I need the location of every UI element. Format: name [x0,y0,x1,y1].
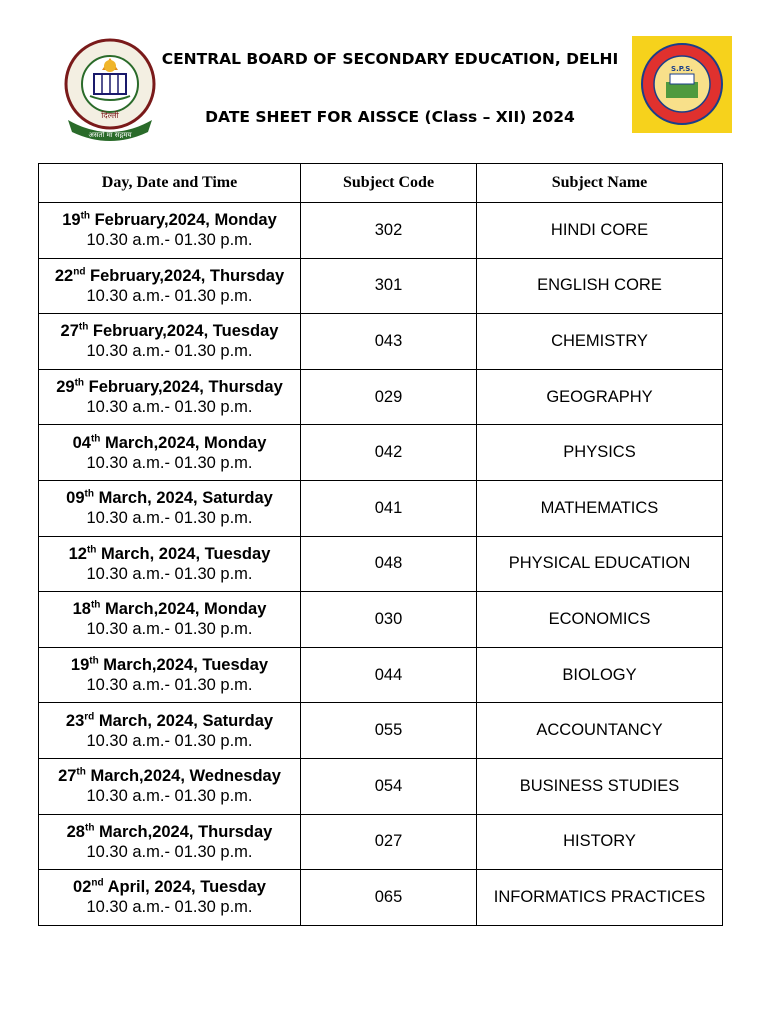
school-crest-icon [632,36,732,133]
table-row [39,647,723,703]
table-header-row [39,164,723,203]
exam-time: 10.30 a.m.- 01.30 p.m. [86,676,253,695]
day-date-time-cell [39,647,301,703]
subject-code-cell: 044 [301,647,477,703]
day-date-time-cell [39,369,301,425]
subject-name-cell: PHYSICS [477,425,723,481]
exam-date: 12th March, 2024, Tuesday [68,544,271,563]
subject-code-cell: 043 [301,314,477,370]
exam-date: 29th February,2024, Thursday [56,377,283,397]
exam-date: 09th March, 2024, Saturday [66,488,273,508]
exam-date: 02nd April, 2024, Tuesday [73,877,266,897]
day-date-time-cell [39,758,301,814]
exam-date: 22nd February,2024, Thursday [54,266,285,285]
cbse-emblem-icon [60,36,160,146]
subject-code-cell: 027 [301,814,477,870]
subject-name-cell: PHYSICAL EDUCATION [477,536,723,592]
table-row [39,258,723,314]
exam-time: 10.30 a.m.- 01.30 p.m. [86,398,253,417]
exam-time: 10.30 a.m.- 01.30 p.m. [86,787,253,806]
subject-code-cell: 054 [301,758,477,814]
subject-code-cell: 055 [301,703,477,759]
table-row [39,758,723,814]
day-date-time-cell [39,703,301,759]
day-date-time-cell [39,314,301,370]
subject-code-cell: 065 [301,870,477,926]
subject-code-cell: 029 [301,369,477,425]
table-row [39,703,723,759]
subject-name-cell: GEOGRAPHY [477,369,723,425]
day-date-time-cell [39,814,301,870]
subject-name-cell: HINDI CORE [477,203,723,259]
header-subject-name: Subject Name [477,164,723,203]
table-row [39,592,723,648]
subject-code-cell: 301 [301,258,477,314]
subject-code-cell: 041 [301,480,477,536]
subject-name-cell: CHEMISTRY [477,314,723,370]
day-date-time-cell [39,258,301,314]
exam-date: 27th February,2024, Tuesday [60,321,279,341]
subject-name-cell: ACCOUNTANCY [477,703,723,759]
exam-time: 10.30 a.m.- 01.30 p.m. [86,842,253,861]
table-row [39,425,723,481]
exam-date: 18th March,2024, Monday [72,599,267,619]
svg-text:असतो मा सद्गमय: असतो मा सद्गमय [88,131,132,139]
svg-text:दिल्ली: दिल्ली [101,111,119,120]
subject-name-cell: INFORMATICS PRACTICES [477,870,723,926]
subject-code-cell: 042 [301,425,477,481]
day-date-time-cell [39,425,301,481]
table-row [39,480,723,536]
subject-name-cell: MATHEMATICS [477,480,723,536]
subject-code-cell: 048 [301,536,477,592]
exam-time: 10.30 a.m.- 01.30 p.m. [86,898,253,917]
day-date-time-cell [39,536,301,592]
subject-name-cell: ECONOMICS [477,592,723,648]
day-date-time-cell [39,203,301,259]
subject-name-cell: BUSINESS STUDIES [477,758,723,814]
subject-code-cell: 302 [301,203,477,259]
date-sheet-title: DATE SHEET FOR AISSCE (Class – XII) 2024 [205,108,575,126]
date-sheet-table [38,163,723,926]
exam-date: 19th February,2024, Monday [62,210,277,230]
exam-time: 10.30 a.m.- 01.30 p.m. [86,509,253,528]
exam-date: 28th March,2024, Thursday [66,822,273,841]
exam-date: 27th March,2024, Wednesday [58,766,281,786]
subject-name-cell: HISTORY [477,814,723,870]
table-row [39,203,723,259]
table-row [39,314,723,370]
table-row [39,369,723,425]
exam-time: 10.30 a.m.- 01.30 p.m. [86,620,253,639]
exam-time: 10.30 a.m.- 01.30 p.m. [86,453,253,472]
exam-time: 10.30 a.m.- 01.30 p.m. [86,342,253,361]
exam-time: 10.30 a.m.- 01.30 p.m. [86,731,253,750]
table-row [39,536,723,592]
exam-date: 23rd March, 2024, Saturday [65,711,274,730]
day-date-time-cell [39,480,301,536]
exam-time: 10.30 a.m.- 01.30 p.m. [86,231,253,250]
table-row [39,814,723,870]
exam-time: 10.30 a.m.- 01.30 p.m. [86,286,253,305]
exam-date: 19th March,2024, Tuesday [70,655,269,675]
header-day-date-time: Day, Date and Time [39,164,301,203]
day-date-time-cell [39,870,301,926]
exam-time: 10.30 a.m.- 01.30 p.m. [86,564,253,583]
subject-name-cell: BIOLOGY [477,647,723,703]
table-row [39,870,723,926]
day-date-time-cell [39,592,301,648]
subject-name-cell: ENGLISH CORE [477,258,723,314]
svg-text:S.P.S.: S.P.S. [671,65,693,73]
exam-date: 04th March,2024, Monday [72,433,267,452]
header-subject-code: Subject Code [301,164,477,203]
board-name: CENTRAL BOARD OF SECONDARY EDUCATION, DELHI [161,50,619,68]
subject-code-cell: 030 [301,592,477,648]
